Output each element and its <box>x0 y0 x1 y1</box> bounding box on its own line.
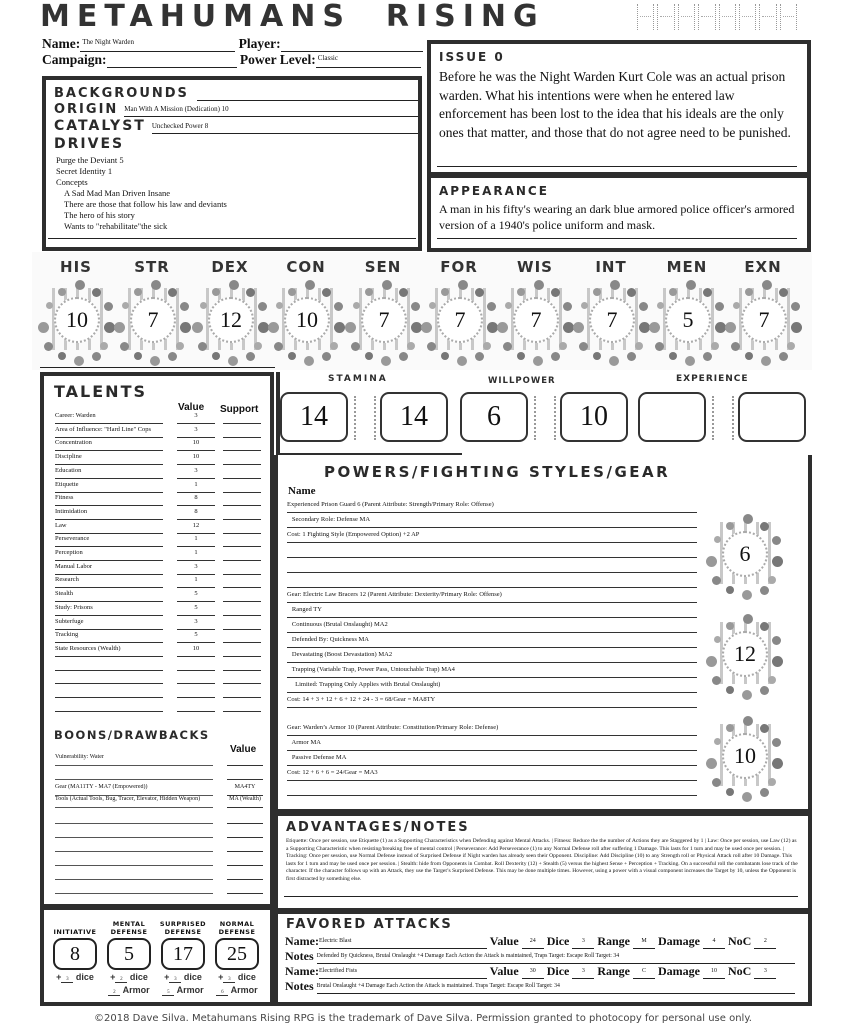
attribute-wis <box>497 258 573 360</box>
attribute-label: SEN <box>364 258 402 276</box>
talent-name-field[interactable]: Perception <box>55 549 163 561</box>
boon-name-field[interactable] <box>55 826 213 838</box>
defense-normal-defense <box>212 920 262 996</box>
attack-value-field[interactable]: 24 <box>522 937 544 949</box>
defense-armor: 5 Armor <box>158 985 208 996</box>
boon-row <box>55 868 265 881</box>
talents-value-header: Value <box>178 402 205 413</box>
talent-row <box>55 465 265 479</box>
boon-name-field[interactable] <box>55 854 213 866</box>
attribute-value[interactable]: 7 <box>437 297 483 343</box>
power-line[interactable]: Gear: Warden’s Armor 10 (Parent Attribute: Constitution/Primary Role: Defense) <box>287 722 697 736</box>
attribute-flower-icon <box>38 278 114 360</box>
boon-value-field[interactable] <box>227 826 263 838</box>
talent-support-field[interactable] <box>223 606 261 616</box>
talent-row <box>55 479 265 493</box>
dna-helix-icon <box>534 396 556 440</box>
attribute-label: DEX <box>211 258 249 276</box>
origin-label: ORIGIN <box>54 102 119 117</box>
attribute-label: INT <box>595 258 627 276</box>
attribute-sen <box>345 258 421 360</box>
boon-row <box>55 840 265 853</box>
talent-row <box>55 588 265 602</box>
stamina-label: STAMINA <box>328 374 388 384</box>
boon-row <box>55 854 265 867</box>
boon-row <box>55 882 265 895</box>
defense-label: INITIATIVE <box>53 928 97 936</box>
boon-value-field[interactable] <box>227 868 263 880</box>
name-row <box>42 36 423 52</box>
dice-field[interactable]: 3 <box>169 977 181 983</box>
talent-row <box>55 684 265 698</box>
power-line[interactable] <box>287 782 697 796</box>
powers-name-header: Name <box>288 485 316 497</box>
attack-noc-field[interactable]: 3 <box>754 967 776 979</box>
defense-label: SURPRISED DEFENSE <box>159 920 207 936</box>
attribute-value[interactable]: 7 <box>361 297 407 343</box>
power-line[interactable]: Passive Defense MA <box>287 752 697 766</box>
talent-support-field[interactable] <box>223 620 261 630</box>
boons-value-header: Value <box>230 744 257 755</box>
talent-row <box>55 629 265 643</box>
talent-value-field[interactable]: 1 <box>177 535 215 547</box>
talent-support-field[interactable] <box>223 647 261 657</box>
talent-value-field[interactable] <box>177 686 215 698</box>
favored-attack-row: Name:Electric Blast Value 24 Dice 3 Range M Damage 4 NoC 2 <box>285 934 776 949</box>
boon-value-field[interactable] <box>227 768 263 780</box>
attribute-flower-icon <box>497 278 573 360</box>
boons-heading: BOONS/DRAWBACKS <box>54 728 210 742</box>
attribute-flower-icon <box>421 278 497 360</box>
boon-name-field[interactable] <box>55 868 213 880</box>
advantages-heading: ADVANTAGES/NOTES <box>286 820 470 835</box>
boon-name-field[interactable] <box>55 812 213 824</box>
defense-dice: + 3 dice <box>164 972 202 982</box>
talent-name-field[interactable] <box>55 686 163 698</box>
talent-name-field[interactable]: State Resources (Wealth) <box>55 645 163 657</box>
power-line[interactable]: Cost: 12 + 6 + 6 = 24/Gear = MA3 <box>287 767 697 781</box>
name-label: Name: <box>42 36 81 51</box>
attribute-flower-icon <box>114 278 190 360</box>
attribute-value[interactable]: 5 <box>665 297 711 343</box>
talent-row <box>55 410 265 424</box>
talent-row <box>55 533 265 547</box>
talent-support-field[interactable] <box>223 469 261 479</box>
attack-dice-field[interactable]: 3 <box>572 967 594 979</box>
talent-row <box>55 451 265 465</box>
attack-range-field[interactable]: C <box>633 967 655 979</box>
talent-support-field[interactable] <box>223 524 261 534</box>
attribute-flower-icon <box>345 278 421 360</box>
boon-name-field[interactable] <box>55 882 213 894</box>
attack-dice-field[interactable]: 3 <box>572 937 594 949</box>
talent-support-field[interactable] <box>223 565 261 575</box>
boon-value-field[interactable] <box>227 840 263 852</box>
power-line[interactable]: Cost: 1 Fighting Style (Empowered Option) +2 AP <box>287 529 697 543</box>
concept-item: There are those that follow his law and deviants <box>64 199 227 209</box>
defense-value-box[interactable]: 8 <box>53 938 97 970</box>
talent-row <box>55 506 265 520</box>
defense-dice: + 3 dice <box>56 972 94 982</box>
talent-name-field[interactable] <box>55 672 163 684</box>
power-line[interactable]: Trapping (Variable Trap, Power Pass, Untouchable Trap) MA4 <box>287 664 697 678</box>
defense-mental-defense <box>104 920 154 996</box>
attribute-label: EXN <box>744 258 782 276</box>
talent-value-field[interactable]: 3 <box>177 426 215 438</box>
power-line[interactable]: Experienced Prison Guard 6 (Parent Attribute: Strength/Primary Role: Offense) <box>287 499 697 513</box>
player-field[interactable] <box>281 38 423 52</box>
drives-label: DRIVES <box>54 136 125 152</box>
catalyst-field[interactable]: Unchecked Power 8 <box>152 122 418 134</box>
experience-current-box[interactable] <box>638 392 706 442</box>
talent-row <box>55 670 265 684</box>
talent-support-field[interactable] <box>223 633 261 643</box>
boon-name-field[interactable] <box>55 840 213 852</box>
talent-name-field[interactable]: Concentration <box>55 439 163 451</box>
boon-name-field[interactable]: Vulnerability: Water <box>55 754 213 766</box>
power-line[interactable]: Gear: Electric Law Bracers 12 (Parent Attribute: Dexterity/Primary Role: Offense) <box>287 589 697 603</box>
boon-value-field[interactable]: MA4TY <box>227 784 263 796</box>
favored-attack-notes-row: Notes Brutal Onslaught +4 Damage Each Action the Attack is maintained. Traps Target: Escape Roll Target: 34 <box>285 979 795 994</box>
attribute-men <box>649 258 725 360</box>
talent-name-field[interactable]: Education <box>55 467 163 479</box>
attribute-his <box>38 258 114 360</box>
talent-name-field[interactable]: Intimidation <box>55 508 163 520</box>
boon-row <box>55 754 265 767</box>
boon-row <box>55 812 265 825</box>
talent-name-field[interactable]: Research <box>55 576 163 588</box>
advantages-text[interactable]: Etiquette: Once per session, use Etiquette (1) as a Supporting Characteristics when Defending against Mental Attacks. | Fitness: Reduce the the number of Actions they are Staggered by 1 | Law: Once per session, use Law (12) as a Supporting Characteristic when resisting/breaking free of mental control | Perseverance: Add Perseverance (1) to any Normal Defense roll after suffering 1 Damage. This lasts for 1 turn and may be used once per session. | Tracking: Once per session, use Normal Defense instead of Surprised Defense if Night warden has already seen their Opponent. Discipline: Add Discipline (10) to any Strength roll or Physical Attack roll after 10 Damage. This lasts for 1 turn and may be used once per session. | Stealth: hide from Opponents in Combat. Roll Dexterity (12) + Stealth (5) versus the highest Sense + Perception + Tracking. On a successful roll the combatants lose track of the character. If the character follows up with an Attack, they use the Target’s Surprised Defense. This may be done multiple times. However, using a power with a visual component increases the Target by 10, unless the Opponent is first distracted by something else. <box>286 838 798 882</box>
talent-value-field[interactable]: 12 <box>177 522 215 534</box>
power-rating-flower-icon <box>706 610 782 694</box>
attack-noc-field[interactable]: 2 <box>754 937 776 949</box>
attribute-value[interactable]: 7 <box>589 297 635 343</box>
dna-helix-icon <box>712 396 734 440</box>
talent-row <box>55 616 265 630</box>
attribute-dex <box>192 258 268 360</box>
attribute-label: MEN <box>666 258 708 276</box>
origin-field[interactable]: Man With A Mission (Dedication) 10 <box>124 105 418 117</box>
stamina-max-box[interactable]: 14 <box>380 392 448 442</box>
attribute-label: HIS <box>60 258 92 276</box>
boon-value-field[interactable]: MA (Wealth) <box>227 796 263 808</box>
willpower-label: WILLPOWER <box>488 376 556 386</box>
attribute-flower-icon <box>268 278 344 360</box>
favored-attack-notes-row: Notes Defended By Quickness, Brutal Onslaught +4 Damage Each Action the Attack is maintained, Traps Target: Escape Roll Target: 34 <box>285 949 795 964</box>
talent-value-field[interactable] <box>177 700 215 712</box>
talent-value-field[interactable]: 5 <box>177 631 215 643</box>
issue-panel <box>427 40 811 176</box>
power-level-label: Power Level: <box>239 52 316 67</box>
concept-item: Wants to "rehabilitate"the sick <box>64 221 168 231</box>
appearance-panel <box>427 174 811 252</box>
talent-name-field[interactable]: Tracking <box>55 631 163 643</box>
talent-row <box>55 520 265 534</box>
talent-name-field[interactable] <box>55 659 163 671</box>
talent-row <box>55 492 265 506</box>
talent-name-field[interactable]: Perseverance <box>55 535 163 547</box>
talent-name-field[interactable]: Career: Warden <box>55 412 163 424</box>
talent-value-field[interactable]: 5 <box>177 590 215 602</box>
talent-name-field[interactable]: Discipline <box>55 453 163 465</box>
dna-helix-icon <box>354 396 376 440</box>
talent-support-field[interactable] <box>223 537 261 547</box>
favored-attacks-heading: FAVORED ATTACKS <box>286 917 453 932</box>
campaign-label: Campaign: <box>42 52 107 67</box>
experience-label: EXPERIENCE <box>676 374 749 384</box>
power-line[interactable] <box>287 544 697 558</box>
attack-value-field[interactable]: 30 <box>522 967 544 979</box>
drive-item: Concepts <box>56 177 88 187</box>
talent-value-field[interactable]: 10 <box>177 439 215 451</box>
talent-support-field[interactable] <box>223 428 261 438</box>
defense-value-box[interactable]: 25 <box>215 938 259 970</box>
dice-field[interactable]: 3 <box>223 977 235 983</box>
boon-name-field[interactable]: Tools (Actual Tools, Bug, Tracer, Elevator, Hidden Weapon) <box>55 796 213 808</box>
power-rating-flower-icon <box>706 712 782 796</box>
armor-field[interactable]: 6 <box>216 990 228 996</box>
attribute-for <box>421 258 497 360</box>
talent-row <box>55 437 265 451</box>
powers-heading: POWERS/FIGHTING STYLES/GEAR <box>324 463 671 481</box>
talent-support-field[interactable] <box>223 688 261 698</box>
talent-name-field[interactable]: Subterfuge <box>55 618 163 630</box>
defense-dice: + 3 dice <box>218 972 256 982</box>
attribute-str <box>114 258 190 360</box>
attribute-flower-icon <box>573 278 649 360</box>
talent-row <box>55 547 265 561</box>
attribute-flower-icon <box>725 278 801 360</box>
talent-name-field[interactable]: Manual Labor <box>55 563 163 575</box>
talent-value-field[interactable]: 3 <box>177 563 215 575</box>
power-line[interactable]: Continuous (Brutal Onslaught) MA2 <box>287 619 697 633</box>
talent-value-field[interactable]: 1 <box>177 549 215 561</box>
title-word-1: METAHUMANS <box>40 0 351 34</box>
talents-support-header: Support <box>220 404 259 415</box>
power-rating-value[interactable]: 6 <box>722 531 768 577</box>
concept-item: The hero of his story <box>64 210 135 220</box>
attribute-value[interactable]: 10 <box>284 297 330 343</box>
talent-support-field[interactable] <box>223 702 261 712</box>
talent-support-field[interactable] <box>223 483 261 493</box>
attack-notes-field[interactable]: Brutal Onslaught +4 Damage Each Action the Attack is maintained. Traps Target: Escape Roll Target: 34 <box>317 982 795 994</box>
boon-row <box>55 826 265 839</box>
talent-support-field[interactable] <box>223 441 261 451</box>
title-word-2: RISING <box>385 0 545 34</box>
talent-support-field[interactable] <box>223 674 261 684</box>
defense-value-box[interactable]: 5 <box>107 938 151 970</box>
attribute-label: WIS <box>517 258 553 276</box>
talent-name-field[interactable]: Law <box>55 522 163 534</box>
talent-value-field[interactable]: 1 <box>177 576 215 588</box>
talent-value-field[interactable]: 3 <box>177 412 215 424</box>
talent-row <box>55 643 265 657</box>
talent-value-field[interactable] <box>177 659 215 671</box>
boon-value-field[interactable] <box>227 882 263 894</box>
attribute-value[interactable]: 7 <box>130 297 176 343</box>
attribute-label: CON <box>286 258 326 276</box>
talent-value-field[interactable]: 10 <box>177 645 215 657</box>
armor-field[interactable]: 2 <box>108 990 120 996</box>
talent-row <box>55 698 265 712</box>
power-line[interactable] <box>287 574 697 588</box>
power-rating-value[interactable]: 10 <box>722 733 768 779</box>
issue-text[interactable]: Before he was the Night Warden Kurt Cole was an actual prison warden. What his intentions were when he entered law enforcement has been lost to the idea that his ideals are the only ones that matter, and those that do not agree need to be punished. <box>439 69 791 140</box>
attack-name-field[interactable]: Electric Blast <box>319 937 487 949</box>
talent-value-field[interactable]: 3 <box>177 467 215 479</box>
talent-name-field[interactable]: Area of Influence: "Hard Line" Cops <box>55 426 163 438</box>
appearance-heading: APPEARANCE <box>439 184 549 198</box>
attribute-flower-icon <box>192 278 268 360</box>
talent-value-field[interactable]: 10 <box>177 453 215 465</box>
attribute-label: STR <box>134 258 170 276</box>
talent-support-field[interactable] <box>223 661 261 671</box>
defense-dice: + 2 dice <box>110 972 148 982</box>
dna-decoration-icon <box>637 4 797 30</box>
defense-initiative <box>50 920 100 983</box>
talent-row <box>55 574 265 588</box>
power-line[interactable]: Secondary Role: Defense MA <box>287 514 697 528</box>
talent-support-field[interactable] <box>223 592 261 602</box>
attack-notes-field[interactable]: Defended By Quickness, Brutal Onslaught +4 Damage Each Action the Attack is maintained, Traps Target: Escape Roll Target: 34 <box>317 952 795 964</box>
campaign-field[interactable] <box>107 54 237 68</box>
drive-item: Secret Identity 1 <box>56 166 113 176</box>
power-line[interactable]: Ranged TY <box>287 604 697 618</box>
talent-row <box>55 657 265 671</box>
defense-surprised-defense <box>158 920 208 996</box>
talent-value-field[interactable]: 8 <box>177 494 215 506</box>
talents-heading: TALENTS <box>54 382 148 401</box>
talent-name-field[interactable]: Fitness <box>55 494 163 506</box>
drive-item: Purge the Deviant 5 <box>56 155 124 165</box>
boon-row <box>55 768 265 781</box>
attribute-int <box>573 258 649 360</box>
attribute-value[interactable]: 12 <box>208 297 254 343</box>
boon-value-field[interactable] <box>227 812 263 824</box>
appearance-text[interactable]: A man in his fifty's wearing an dark blue armored police officer's armored version of a 1940's police uniform and mask. <box>439 202 795 232</box>
talent-row <box>55 561 265 575</box>
talent-support-field[interactable] <box>223 578 261 588</box>
advantages-panel <box>274 812 812 912</box>
boon-name-field[interactable]: Gear (MA11TY - MA7 (Empowered)) <box>55 784 213 796</box>
attribute-flower-icon <box>649 278 725 360</box>
attribute-label: FOR <box>440 258 478 276</box>
attribute-value[interactable]: 7 <box>513 297 559 343</box>
sheet-title <box>40 0 545 34</box>
talent-row <box>55 602 265 616</box>
name-field[interactable]: The Night Warden <box>80 38 235 52</box>
power-rating-flower-icon <box>706 510 782 594</box>
defense-label: MENTAL DEFENSE <box>110 920 148 936</box>
talent-support-field[interactable] <box>223 496 261 506</box>
campaign-row <box>42 52 421 68</box>
power-line[interactable]: Cost: 14 + 3 + 12 + 6 + 12 + 24 - 3 = 68/Gear = MA8TY <box>287 694 697 708</box>
copyright-footer: ©2018 Dave Silva. Metahumans Rising RPG is the trademark of Dave Silva. Permission granted to photocopy for personal use only. <box>93 1013 752 1024</box>
favored-attack-row: Name:Electrified Fists Value 30 Dice 3 Range C Damage 10 NoC 3 <box>285 964 776 979</box>
attribute-exn <box>725 258 801 360</box>
boon-value-field[interactable] <box>227 754 263 766</box>
player-label: Player: <box>238 36 281 51</box>
dice-field[interactable]: 2 <box>115 977 127 983</box>
backgrounds-heading: BACKGROUNDS <box>54 86 189 101</box>
power-line[interactable]: Limited: Trapping Only Applies with Brutal Onslaught) <box>287 679 697 693</box>
power-level-field[interactable]: Classic <box>316 54 421 68</box>
talent-support-field[interactable] <box>223 414 261 424</box>
attack-damage-field[interactable]: 10 <box>703 967 725 979</box>
defense-armor: 6 Armor <box>212 985 262 996</box>
trackers-panel <box>276 372 812 457</box>
power-rating-value[interactable]: 12 <box>722 631 768 677</box>
power-line[interactable] <box>287 559 697 573</box>
willpower-current-box[interactable]: 6 <box>460 392 528 442</box>
attribute-value[interactable]: 7 <box>741 297 787 343</box>
talent-value-field[interactable]: 3 <box>177 618 215 630</box>
power-line[interactable]: Defended By: Quickness MA <box>287 634 697 648</box>
catalyst-label: CATALYST <box>54 118 146 134</box>
drives-list <box>56 155 227 232</box>
attack-range-field[interactable]: M <box>633 937 655 949</box>
power-line[interactable]: Armor MA <box>287 737 697 751</box>
stamina-current-box[interactable]: 14 <box>280 392 348 442</box>
dice-field[interactable]: 3 <box>61 977 73 983</box>
experience-max-box[interactable] <box>738 392 806 442</box>
defense-label: NORMAL DEFENSE <box>218 920 256 936</box>
attack-damage-field[interactable]: 4 <box>703 937 725 949</box>
talent-value-field[interactable]: 5 <box>177 604 215 616</box>
power-line[interactable]: Devastating (Boost Devastation) MA2 <box>287 649 697 663</box>
talent-support-field[interactable] <box>223 510 261 520</box>
talent-name-field[interactable] <box>55 700 163 712</box>
concept-item: A Sad Mad Man Driven Insane <box>64 188 170 198</box>
attack-name-field[interactable]: Electrified Fists <box>319 967 487 979</box>
defense-value-box[interactable]: 17 <box>161 938 205 970</box>
talent-value-field[interactable] <box>177 672 215 684</box>
talent-support-field[interactable] <box>223 551 261 561</box>
boon-row <box>55 796 265 809</box>
issue-heading: ISSUE 0 <box>439 50 505 64</box>
talent-name-field[interactable]: Stealth <box>55 590 163 602</box>
talent-row <box>55 424 265 438</box>
talent-value-field[interactable]: 8 <box>177 508 215 520</box>
willpower-max-box[interactable]: 10 <box>560 392 628 442</box>
talent-value-field[interactable]: 1 <box>177 481 215 493</box>
defense-armor: 2 Armor <box>104 985 154 996</box>
backgrounds-panel <box>42 76 422 251</box>
attribute-value[interactable]: 10 <box>54 297 100 343</box>
talent-name-field[interactable]: Etiquette <box>55 481 163 493</box>
armor-field[interactable]: 5 <box>162 990 174 996</box>
talent-name-field[interactable]: Study: Prisons <box>55 604 163 616</box>
boon-name-field[interactable] <box>55 768 213 780</box>
attribute-con <box>268 258 344 360</box>
talent-support-field[interactable] <box>223 455 261 465</box>
boon-value-field[interactable] <box>227 854 263 866</box>
